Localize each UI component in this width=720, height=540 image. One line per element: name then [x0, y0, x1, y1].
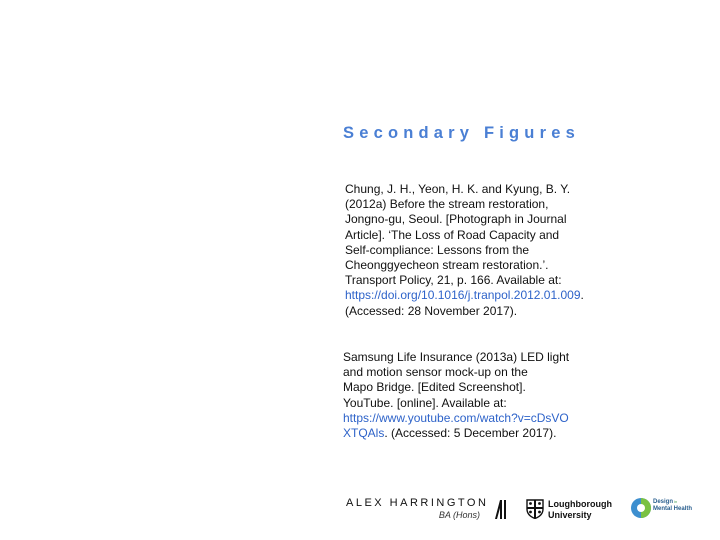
dmh-wordmark	[653, 499, 692, 512]
reference-accessed: (Accessed: 28 November 2017).	[345, 303, 518, 318]
doi-link[interactable]: https://doi.org/10.1016/j.tranpol.2012.01.009	[345, 288, 581, 303]
reference-line: Transport Policy, 21, p. 166. Available at:	[345, 273, 562, 288]
reference-line: (2012a) Before the stream restoration,	[345, 197, 549, 212]
reference-chung	[345, 182, 605, 319]
reference-line: Jongno-gu, Seoul. [Photograph in Journal	[345, 212, 567, 227]
author-degree: BA (Hons)	[438, 510, 480, 520]
link-trailing-period: .	[580, 288, 584, 303]
reference-line: Article]. ‘The Loss of Road Capacity and	[345, 227, 560, 242]
reference-line: Self-compliance: Lessons from the	[345, 242, 530, 257]
reference-link-line	[343, 426, 583, 441]
author-name: ALEX HARRINGTON	[346, 497, 489, 509]
design-in-mental-health-logo	[630, 497, 652, 524]
reference-line: and motion sensor mock-up on the	[343, 365, 528, 380]
reference-accessed: . (Accessed: 5 December 2017).	[384, 426, 557, 441]
reference-link-line	[345, 288, 605, 303]
reference-link-line	[343, 411, 583, 426]
reference-line: Mapo Bridge. [Edited Screenshot].	[343, 380, 526, 395]
university-name-line2: University	[548, 509, 592, 520]
dmh-in: in	[673, 499, 678, 504]
loughborough-crest-logo	[526, 499, 544, 524]
dmh-line2: Mental Health	[653, 505, 693, 512]
a-monogram-logo	[494, 498, 508, 525]
dmh-design: Design	[653, 499, 674, 505]
loughborough-wordmark	[548, 499, 612, 520]
reference-line: Cheonggyecheon stream restoration.’.	[345, 258, 549, 273]
reference-line: Chung, J. H., Yeon, H. K. and Kyung, B. Y.	[345, 182, 571, 196]
reference-line: Samsung Life Insurance (2013a) LED light	[343, 350, 570, 364]
reference-samsung	[343, 350, 583, 441]
reference-line: YouTube. [online]. Available at:	[343, 395, 507, 410]
page-title: Secondary Figures	[343, 124, 580, 142]
university-name-line1: Loughborough	[548, 499, 612, 509]
youtube-link-part1[interactable]: https://www.youtube.com/watch?v=cDsVO	[343, 410, 569, 425]
youtube-link-part2[interactable]: XTQAls	[343, 426, 385, 441]
author-block	[346, 497, 489, 520]
